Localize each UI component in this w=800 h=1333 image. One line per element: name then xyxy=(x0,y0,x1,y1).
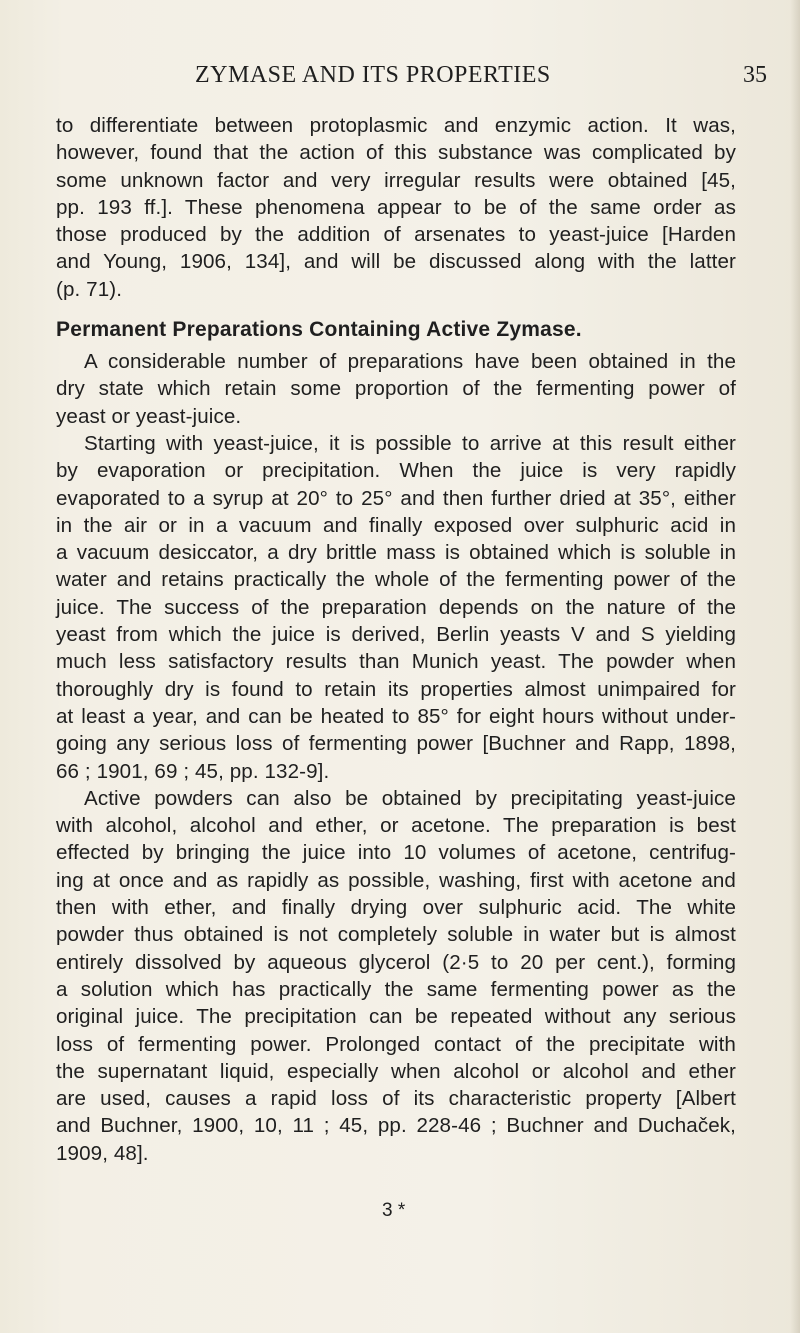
page-number: 35 xyxy=(743,62,767,88)
text-line: with alcohol, alcohol and ether, or acetone. The preparation is best xyxy=(56,814,736,838)
text-line: 66 ; 1901, 69 ; 45, pp. 132-9]. xyxy=(56,759,330,783)
paragraph-evaporation xyxy=(56,430,736,785)
text-line: evaporated to a syrup at 20° to 25° and then further dried at 35°, either xyxy=(56,486,736,510)
text-line: effected by bringing the juice into 10 volumes of acetone, centrifug- xyxy=(56,841,736,865)
text-line: 1909, 48]. xyxy=(56,1141,149,1165)
paragraph-preparations xyxy=(56,348,736,430)
text-line: and Young, 1906, 134], and will be discussed along with the latter xyxy=(56,250,736,274)
paragraph-precipitation xyxy=(56,785,736,1167)
text-line: yeast or yeast-juice. xyxy=(56,404,242,428)
text-line: pp. 193 ff.]. These phenomena appear to be of the same order as xyxy=(56,195,736,219)
text-line: and Buchner, 1900, 10, 11 ; 45, pp. 228-46 ; Buchner and Duchaček, xyxy=(56,1114,736,1138)
running-head xyxy=(195,62,795,96)
text-line: some unknown factor and very irregular results were obtained [45, xyxy=(56,168,736,192)
text-line: at least a year, and can be heated to 85° for eight hours without under- xyxy=(56,704,736,728)
text-line: to differentiate between protoplasmic and enzymic action. It was, xyxy=(56,114,736,137)
text-line: (p. 71). xyxy=(56,277,123,301)
text-line: are used, causes a rapid loss of its characteristic property [Albert xyxy=(56,1087,736,1111)
text-line: Active powders can also be obtained by precipitating yeast-juice xyxy=(84,786,736,810)
text-line: going any serious loss of fermenting power [Buchner and Rapp, 1898, xyxy=(56,732,736,756)
text-line: A considerable number of preparations have been obtained in the xyxy=(84,350,736,374)
text-line: dry state which retain some proportion of the fermenting power of xyxy=(56,377,736,401)
page-edge-shadow xyxy=(790,0,800,1333)
text-line: thoroughly dry is found to retain its properties almost unimpaired for xyxy=(56,677,736,701)
text-line: by evaporation or precipitation. When the juice is very rapidly xyxy=(56,459,736,483)
text-line: juice. The success of the preparation depends on the nature of the xyxy=(56,595,736,619)
body-text xyxy=(56,112,736,1167)
text-line: a vacuum desiccator, a dry brittle mass is obtained which is soluble in xyxy=(56,541,736,565)
text-line: however, found that the action of this substance was complicated by xyxy=(56,141,736,165)
text-line: then with ether, and finally drying over sulphuric acid. The white xyxy=(56,896,736,920)
text-line: entirely dissolved by aqueous glycerol (2·5 to 20 per cent.), forming xyxy=(56,950,736,974)
paragraph-continued xyxy=(56,112,736,303)
text-line: the supernatant liquid, especially when alcohol or alcohol and ether xyxy=(56,1059,736,1083)
text-line: yeast from which the juice is derived, Berlin yeasts V and S yielding xyxy=(56,623,736,647)
text-line: in the air or in a vacuum and finally exposed over sulphuric acid in xyxy=(56,513,736,537)
text-line: ing at once and as rapidly as possible, washing, first with acetone and xyxy=(56,868,736,892)
text-line: a solution which has practically the same fermenting power as the xyxy=(56,977,736,1001)
text-line: loss of fermenting power. Prolonged contact of the precipitate with xyxy=(56,1032,736,1056)
text-line: Starting with yeast-juice, it is possible to arrive at this result either xyxy=(84,431,736,455)
text-line: water and retains practically the whole of the fermenting power of the xyxy=(56,568,736,592)
text-line: those produced by the addition of arsenates to yeast-juice [Harden xyxy=(56,223,736,247)
signature-mark: 3 * xyxy=(382,1200,406,1221)
text-line: much less satisfactory results than Munich yeast. The powder when xyxy=(56,650,736,674)
text-line: powder thus obtained is not completely soluble in water but is almost xyxy=(56,923,736,947)
running-title: ZYMASE AND ITS PROPERTIES xyxy=(195,62,551,88)
section-heading: Permanent Preparations Containing Active Zymase. xyxy=(56,318,582,342)
text-line: original juice. The precipitation can be repeated without any serious xyxy=(56,1005,736,1029)
